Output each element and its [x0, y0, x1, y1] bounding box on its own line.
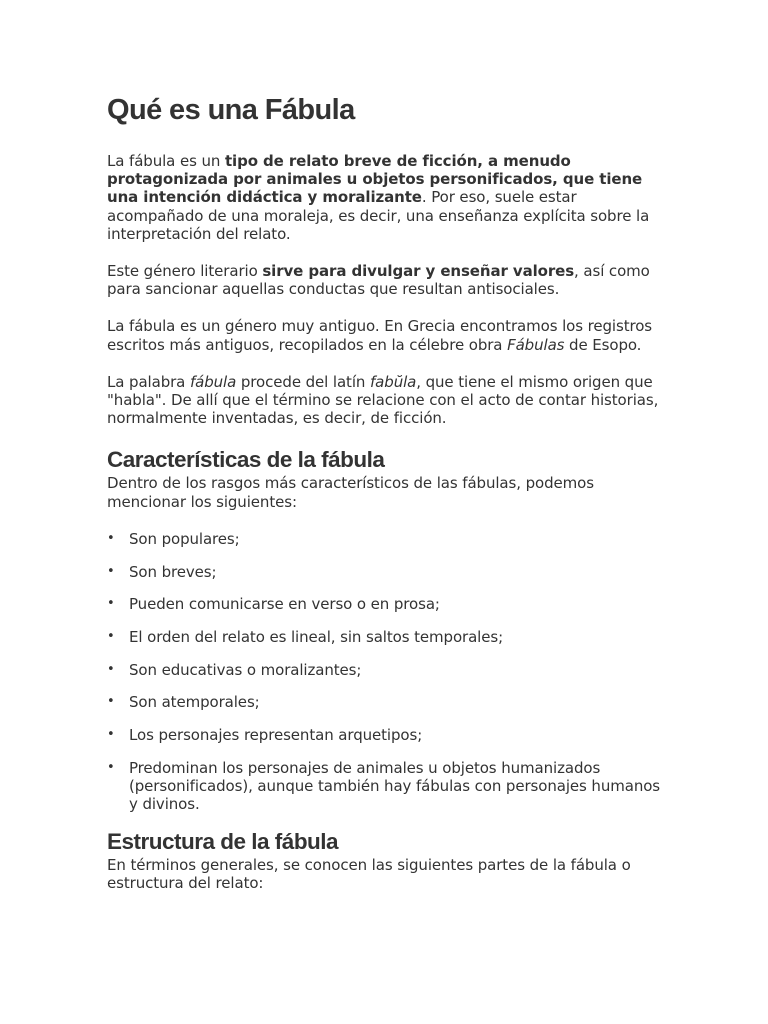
list-item: • Son educativas o moralizantes; [107, 661, 667, 679]
text: La fábula es un género muy antiguo. En Grecia encontramos los registros escritos más antiguos, recopilados en la célebre obra [107, 317, 653, 354]
text: . Por eso, suele estar acompañado de una moraleja, es decir, una enseñanza explícita sobre la interpretación del relato. [107, 188, 650, 243]
text: , así como para sancionar aquellas conductas que resultan antisociales. [107, 262, 650, 299]
intro-paragraph-2 [107, 262, 667, 298]
page-title: Qué es una Fábula [107, 94, 355, 126]
characteristics-lead: Dentro de los rasgos más característicos de las fábulas, podemos mencionar los siguientes: [107, 474, 594, 511]
article [107, 92, 667, 911]
text: , que tiene el mismo origen que "habla". De allí que el término se relacione con el acto de contar historias, normalmente inventadas, es decir, de ficción. [107, 372, 659, 428]
structure-lead: En términos generales, se conocen las siguientes partes de la fábula o estructura del relato: [107, 855, 631, 893]
italic-text: Fábulas [507, 335, 565, 354]
section-heading-structure: Estructura de la fábula [107, 828, 339, 854]
list-item: • Pueden comunicarse en verso o en prosa; [107, 595, 667, 613]
list-item: • Los personajes representan arquetipos; [107, 726, 667, 744]
bold-text: sirve para divulgar y enseñar valores [262, 262, 575, 281]
text: procede del latín [236, 372, 370, 391]
text: La palabra [107, 372, 190, 391]
italic-text: fábula [189, 372, 237, 391]
intro-paragraph-3 [107, 317, 667, 353]
list-item: • Son atemporales; [107, 693, 667, 711]
text: de Esopo. [564, 335, 642, 354]
list-item: • Predominan los personajes de animales u objetos humanizados (personificados), aunque también hay fábulas con personajes humanos y divinos. [107, 759, 667, 814]
text: La fábula es un [107, 152, 225, 170]
list-item: • Son populares; [107, 530, 667, 548]
italic-text: fabŭla [370, 372, 417, 391]
intro-paragraph-1 [107, 152, 667, 243]
list-item: • El orden del relato es lineal, sin saltos temporales; [107, 628, 667, 646]
bold-text: tipo de relato breve de ficción, a menudo protagonizada por animales u objetos personificados, que tiene una intención didáctica y moralizante [107, 152, 643, 207]
section-heading-characteristics: Características de la fábula [107, 447, 385, 473]
intro-paragraph-4 [107, 373, 667, 428]
characteristics-list [107, 530, 667, 814]
list-item: • Son breves; [107, 563, 667, 581]
text: Este género literario [107, 262, 263, 281]
